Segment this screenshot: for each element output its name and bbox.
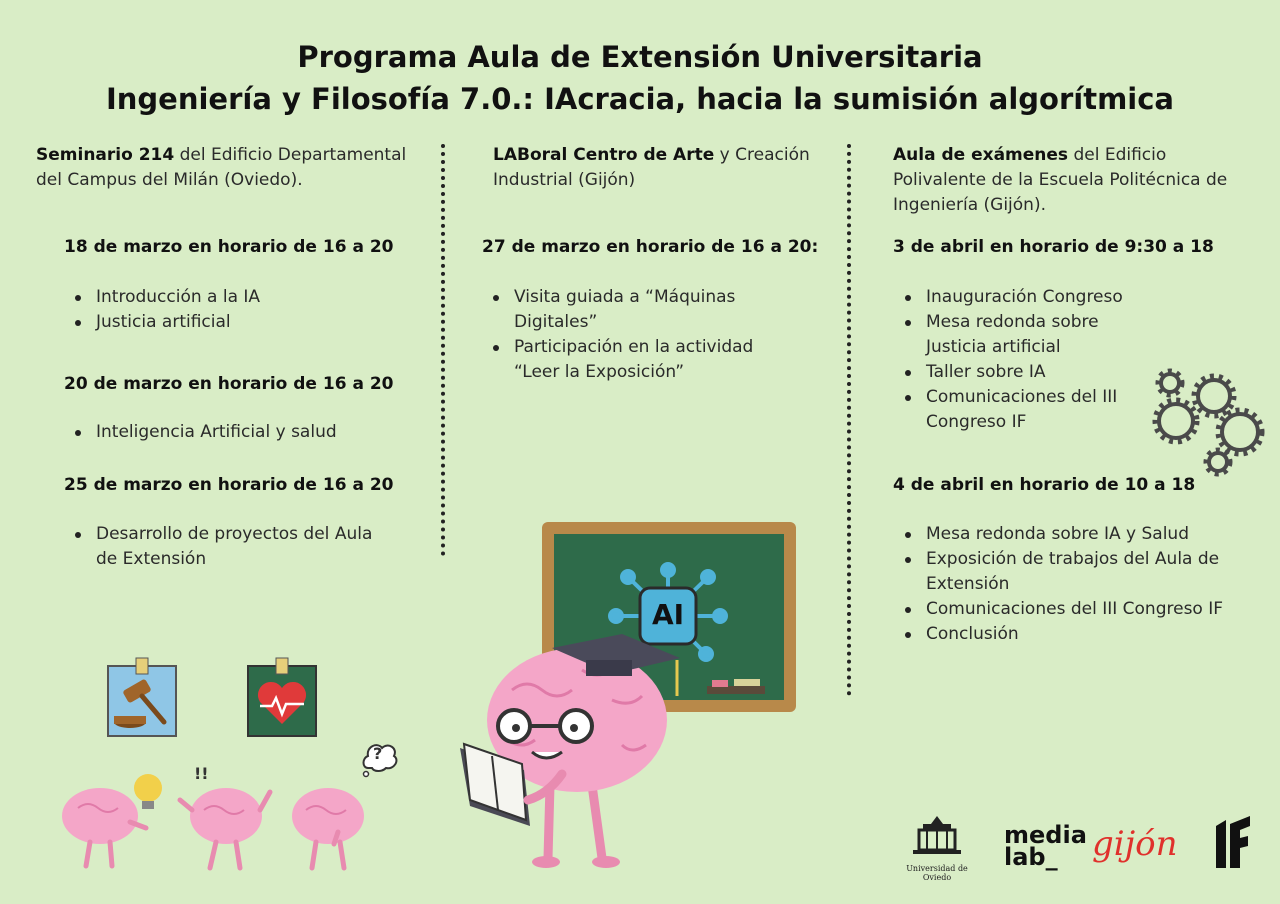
session-items [66, 420, 396, 445]
title-line-2: Ingeniería y Filosofía 7.0.: IAcracia, hacia la sumisión algorítmica [105, 82, 1174, 116]
exclaim-marks: !! [194, 764, 209, 783]
gavel-card-icon [106, 656, 178, 740]
list-item: Comunicaciones del III Congreso IF [896, 597, 1236, 622]
venue-laboral [493, 143, 813, 193]
medialab-line-1: media [1004, 821, 1087, 849]
brain-lightbulb-illustration [58, 768, 168, 872]
list-item: Inauguración Congreso [896, 285, 1161, 310]
venue-name: Seminario 214 [36, 145, 175, 165]
venue-detail: y Creación Industrial (Gijón) [493, 145, 810, 190]
venue-detail: del Edificio Polivalente de la Escuela Politécnica de Ingeniería (Gijón). [893, 145, 1228, 215]
venue-seminario [36, 143, 416, 193]
list-item: Desarrollo de proyectos del Aula de Extensión [66, 522, 396, 572]
list-item: Exposición de trabajos del Aula de Extensión [896, 547, 1236, 597]
list-item: Justicia artificial [66, 310, 396, 335]
list-item: Inteligencia Artificial y salud [66, 420, 396, 445]
list-item: Participación en la actividad “Leer la Exposición” [484, 335, 794, 385]
heart-card-icon [246, 656, 318, 740]
question-mark: ? [373, 744, 383, 763]
list-item: Taller sobre IA [896, 360, 1161, 385]
venue-name: LABoral Centro de Arte [493, 145, 715, 165]
brain-thinking-illustration [286, 780, 372, 872]
brain-reading-book-illustration [452, 630, 692, 875]
list-item: Introducción a la IA [66, 285, 396, 310]
gijon-logo: gijón [1092, 824, 1178, 864]
if-logo-icon [1212, 816, 1252, 868]
session-date: 20 de marzo en horario de 16 a 20 [64, 374, 394, 394]
medialab-logo [1004, 821, 1087, 871]
gears-icon [1148, 366, 1268, 478]
brain-exclaim-illustration [176, 770, 276, 872]
list-item: Comunicaciones del III Congreso IF [896, 385, 1161, 435]
session-items [484, 285, 794, 385]
session-items [66, 285, 396, 335]
session-date: 27 de marzo en horario de 16 a 20: [482, 237, 819, 257]
venue-name: Aula de exámenes [893, 145, 1069, 165]
session-date: 18 de marzo en horario de 16 a 20 [64, 237, 394, 257]
uniovi-logo [892, 814, 982, 882]
if-logo [1212, 816, 1252, 868]
venue-detail: del Edificio Departamental del Campus del Milán (Oviedo). [36, 145, 407, 190]
list-item: Mesa redonda sobre IA y Salud [896, 522, 1236, 547]
board-ai-label: AI [651, 598, 685, 631]
medialab-line-2: lab_ [1004, 843, 1058, 871]
page-title [0, 36, 1280, 120]
session-date: 4 de abril en horario de 10 a 18 [893, 475, 1196, 495]
list-item: Mesa redonda sobre Justicia artificial [896, 310, 1161, 360]
column-divider [441, 144, 445, 556]
session-date: 25 de marzo en horario de 16 a 20 [64, 475, 394, 495]
session-items [896, 522, 1236, 647]
session-items [896, 285, 1161, 435]
session-items [66, 522, 396, 572]
venue-examenes [893, 143, 1238, 218]
session-date: 3 de abril en horario de 9:30 a 18 [893, 237, 1214, 257]
uniovi-crest-icon [909, 814, 965, 858]
title-line-1: Programa Aula de Extensión Universitaria [297, 40, 983, 74]
list-item: Conclusión [896, 622, 1236, 647]
list-item: Visita guiada a “Máquinas Digitales” [484, 285, 794, 335]
column-divider [847, 144, 851, 696]
uniovi-label: Universidad de Oviedo [906, 864, 968, 882]
